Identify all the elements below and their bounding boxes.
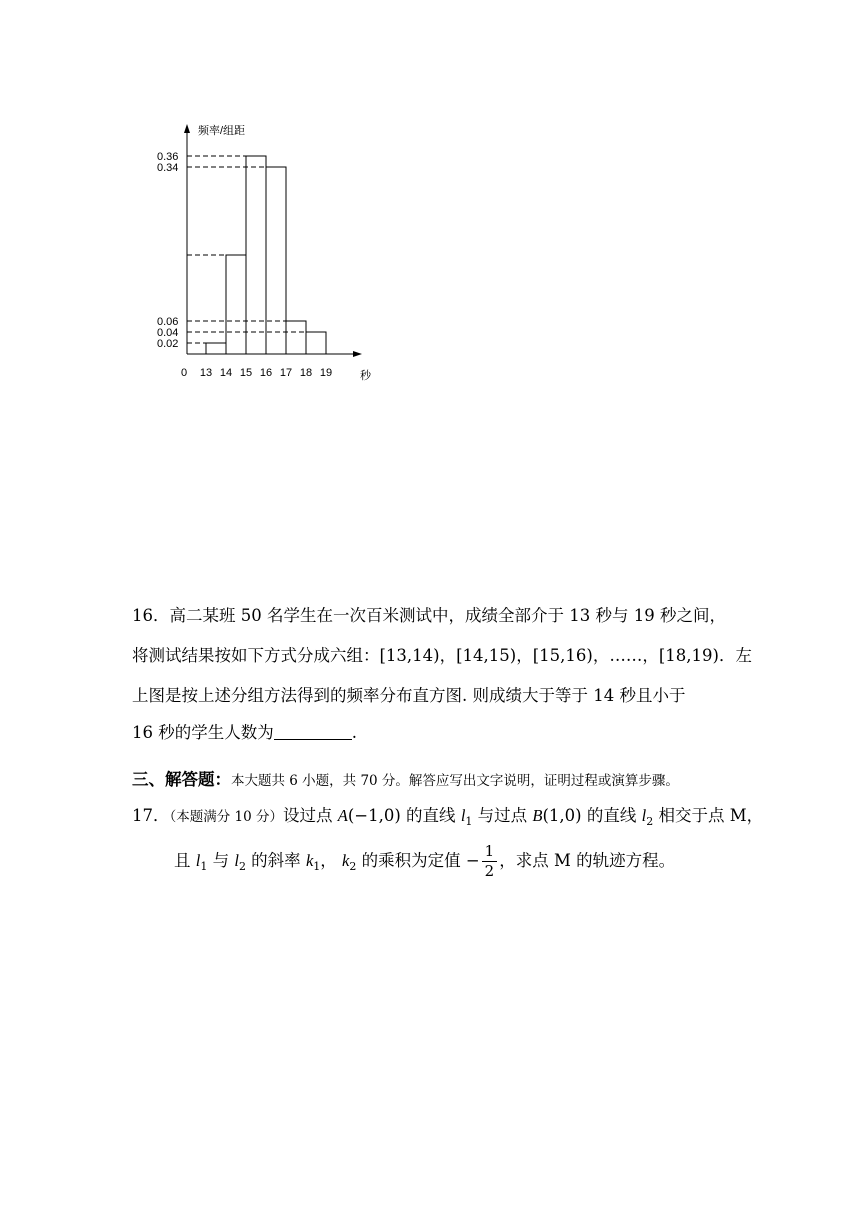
section-3-title: 三、解答题： [132, 770, 231, 789]
point-a: A [337, 806, 348, 825]
y-axis-arrow [184, 124, 190, 133]
q17-line-2 [174, 842, 814, 881]
fraction-numerator: 1 [482, 842, 498, 862]
q17-text: 的乘积为定值 − [356, 851, 480, 870]
x-axis-label: 秒 [360, 370, 371, 382]
q17-text: 设过点 [283, 806, 338, 825]
subscript: 1 [200, 860, 208, 873]
subscript: 2 [349, 860, 357, 873]
histogram-bar [266, 167, 286, 354]
y-axis-label: 频率/组距 [198, 125, 246, 137]
x-tick-label: 19 [319, 367, 333, 379]
line-l1: l [195, 851, 201, 870]
histogram-axes [184, 124, 362, 357]
section-3-desc: 本大题共 6 小题，共 70 分。解答应写出文字说明，证明过程或演算步骤。 [231, 773, 679, 789]
q16-line-4 [132, 723, 772, 743]
y-tick-label: 0.04 [157, 327, 179, 339]
slope-k1: k [305, 851, 314, 870]
q17-text: 与 [207, 851, 235, 870]
q16-line-4-end: . [351, 723, 357, 742]
x-tick-label: 16 [259, 367, 273, 379]
q16-line-1: 16．高二某班 50 名学生在一次百米测试中，成绩全部介于 13 秒与 19 秒之间， [132, 606, 726, 625]
point-b: B [532, 806, 543, 825]
y-tick-label: 0.34 [157, 162, 179, 174]
slope-k2: k [342, 851, 350, 870]
q16-line-4-text: 16 秒的学生人数为 [132, 723, 274, 742]
histogram-bar [286, 321, 306, 354]
answer-blank [274, 725, 352, 740]
y-tick-label: 0.02 [157, 338, 179, 350]
y-tick-label: 0.36 [157, 151, 179, 163]
q17-text: 的斜率 [245, 851, 306, 870]
q17-number: 17． [132, 806, 170, 825]
subscript: 1 [465, 815, 473, 828]
point-b-coord: (1,0) [542, 806, 582, 825]
histogram-bar [246, 156, 266, 354]
subscript: 1 [313, 860, 321, 873]
q17-points: （本题满分 10 分） [169, 809, 284, 825]
frequency-histogram [150, 115, 390, 390]
q17-text: 的直线 [581, 806, 642, 825]
x-tick-label: 18 [299, 367, 313, 379]
q17-text: 的直线 [400, 806, 461, 825]
line-l2: l [641, 806, 647, 825]
q16-line-3: 上图是按上述分组方法得到的频率分布直方图. 则成绩大于等于 14 秒且小于 [132, 686, 686, 705]
histogram-bar [206, 343, 226, 354]
x-tick-label: 13 [199, 367, 213, 379]
x-tick-label: 17 [279, 367, 293, 379]
line-l1: l [460, 806, 466, 825]
q17-text: ， [320, 851, 343, 870]
q17-text: 相交于点 M， [653, 806, 764, 825]
q16-line-2: 将测试结果按如下方式分成六组：[13,14)，[14,15)，[15,16)，……，[18,19)．左 [132, 646, 752, 665]
histogram-bar [306, 332, 326, 354]
subscript: 2 [646, 815, 654, 828]
y-tick-label: 0.06 [157, 316, 179, 328]
section-3-heading [132, 770, 772, 791]
q17-text: ，求点 M 的轨迹方程。 [499, 851, 676, 870]
q17-text: 且 [174, 851, 196, 870]
x-axis-arrow [353, 351, 362, 357]
point-a-coord: (−1,0) [347, 806, 401, 825]
line-l2: l [234, 851, 239, 870]
q17-text: 与过点 [472, 806, 533, 825]
fraction-denominator: 2 [484, 862, 495, 880]
subscript: 2 [238, 860, 246, 873]
histogram-bar [226, 255, 246, 354]
x-tick-label: 14 [219, 367, 233, 379]
x-tick-label: 15 [239, 367, 253, 379]
x-tick-label: 0 [180, 367, 188, 379]
fraction-one-half [482, 842, 498, 881]
q17-line-1 [132, 806, 772, 832]
